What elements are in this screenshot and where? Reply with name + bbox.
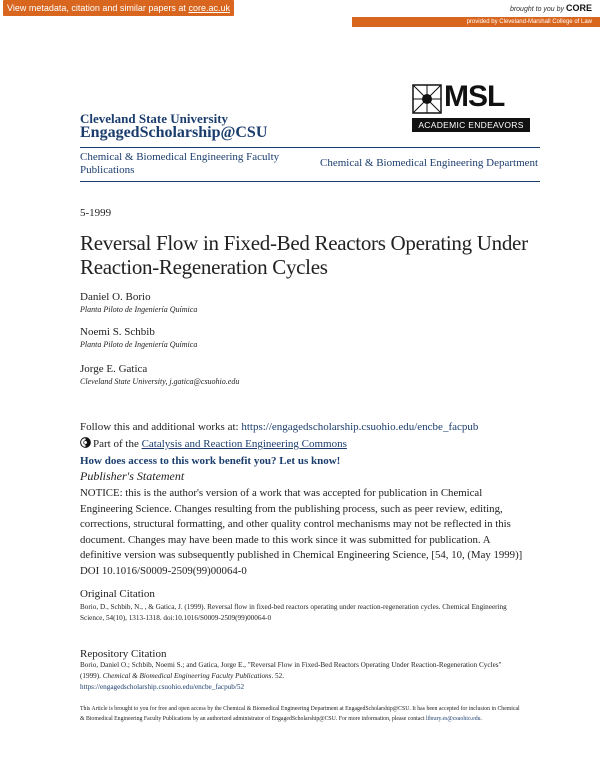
publication-date: 5-1999 bbox=[80, 207, 112, 219]
follow-label: Follow this and additional works at: bbox=[80, 421, 242, 433]
follow-line bbox=[80, 421, 478, 433]
repository-citation-url[interactable]: https://engagedscholarship.csuohio.edu/encbe_facpub/52 bbox=[80, 683, 245, 691]
collection-link-faculty-publications[interactable]: Chemical & Biomedical Engineering Faculty Publications bbox=[80, 151, 280, 176]
access-notice-end: . bbox=[480, 716, 482, 722]
brought-by-text: brought to you by bbox=[509, 6, 565, 13]
feedback-link[interactable]: How does access to this work benefit you? Let us know! bbox=[80, 455, 341, 467]
metadata-text: View metadata, citation and similar papers at bbox=[7, 3, 189, 13]
repository-citation-year: (1999). bbox=[80, 672, 103, 680]
brought-by bbox=[510, 3, 592, 13]
msl-logo bbox=[412, 80, 530, 136]
provided-by-text: provided by Cleveland-Marshall College of Law bbox=[466, 19, 592, 25]
provided-by-bar bbox=[352, 17, 600, 27]
author-name: Noemi S. Schbib bbox=[80, 326, 155, 338]
author-affiliation: Planta Piloto de Ingeniería Química bbox=[80, 305, 198, 314]
core-link[interactable]: core.ac.uk bbox=[188, 3, 230, 13]
author-name: Daniel O. Borio bbox=[80, 291, 151, 303]
paper-title: Reversal Flow in Fixed-Bed Reactors Operating Under Reaction-Regeneration Cycles bbox=[80, 231, 528, 279]
repository-citation-text bbox=[80, 660, 520, 693]
access-notice-text: This Article is brought to you for free and open access by the Chemical & Biomedical Engineering Department at EngagedScholarship@CSU. It has been accepted for inclusion in Chemical & Biomedical Engineering Faculty Publications by an authorized administrator of EngagedScholarship@CSU. For more information, please contact bbox=[80, 706, 520, 722]
part-of-line bbox=[80, 437, 347, 450]
publisher-statement-heading: Publisher's Statement bbox=[80, 469, 185, 483]
msl-tagline: ACADEMIC ENDEAVORS bbox=[412, 118, 530, 132]
repository-citation-number: . 52. bbox=[271, 672, 285, 680]
header-rule-top bbox=[80, 147, 540, 148]
author-affiliation: Planta Piloto de Ingeniería Química bbox=[80, 340, 198, 349]
core-logo[interactable]: CORE bbox=[565, 3, 592, 13]
msl-wordmark: MSL bbox=[444, 80, 505, 113]
publisher-statement-text: NOTICE: this is the author's version of a work that was accepted for publication in Chemical Engineering Science. Changes resulting from the publishing process, such as peer review, editing, corrections, structural formatting, and other quality control mechanisms may not be reflected in this document. Changes may have been made to this work since it was submitted for publication. A definitive version was subsequently published in Chemical Engineering Science, [54, 10, (May 1999)] DOI 10.1016/S0009-2509(99)00064-0 bbox=[80, 487, 523, 577]
repository-citation-heading: Repository Citation bbox=[80, 648, 167, 660]
author-name: Jorge E. Gatica bbox=[80, 363, 148, 375]
collection-link-department[interactable]: Chemical & Biomedical Engineering Department bbox=[320, 157, 539, 169]
access-notice bbox=[80, 704, 525, 724]
author-affiliation: Cleveland State University, j.gatica@csuohio.edu bbox=[80, 377, 240, 386]
part-of-label: Part of the bbox=[93, 438, 142, 450]
top-banner bbox=[0, 0, 600, 18]
follow-url-link[interactable]: https://engagedscholarship.csuohio.edu/encbe_facpub bbox=[241, 421, 479, 433]
contact-email-link[interactable]: library.es@csuohio.edu bbox=[426, 716, 481, 722]
repository-citation-series: Chemical & Biomedical Engineering Faculty Publications bbox=[102, 672, 272, 680]
commons-link[interactable]: Catalysis and Reaction Engineering Commons bbox=[141, 438, 347, 450]
network-commons-icon bbox=[80, 437, 91, 448]
metadata-link[interactable] bbox=[3, 0, 234, 16]
original-citation-heading: Original Citation bbox=[80, 588, 155, 600]
original-citation-text: Borio, D., Schbib, N., , & Gatica, J. (1999). Reversal flow in fixed-bed reactors operating under reaction-regeneration cycles. Chemical Engineering Science, 54(10), 1313-1318. doi:10.1016/S0009-2509(99)00064-0 bbox=[80, 603, 507, 622]
university-name[interactable]: Cleveland State University bbox=[80, 111, 229, 126]
repository-citation-line: Borio, Daniel O.; Schbib, Noemi S.; and Gatica, Jorge E., "Reversal Flow in Fixed-Bed Reactors Operating Under Reaction-Regeneration Cycles" bbox=[80, 661, 502, 669]
header-rule-bottom bbox=[80, 181, 540, 182]
repository-name[interactable]: EngagedScholarship@CSU bbox=[80, 124, 268, 141]
msl-emblem-icon bbox=[412, 84, 442, 114]
